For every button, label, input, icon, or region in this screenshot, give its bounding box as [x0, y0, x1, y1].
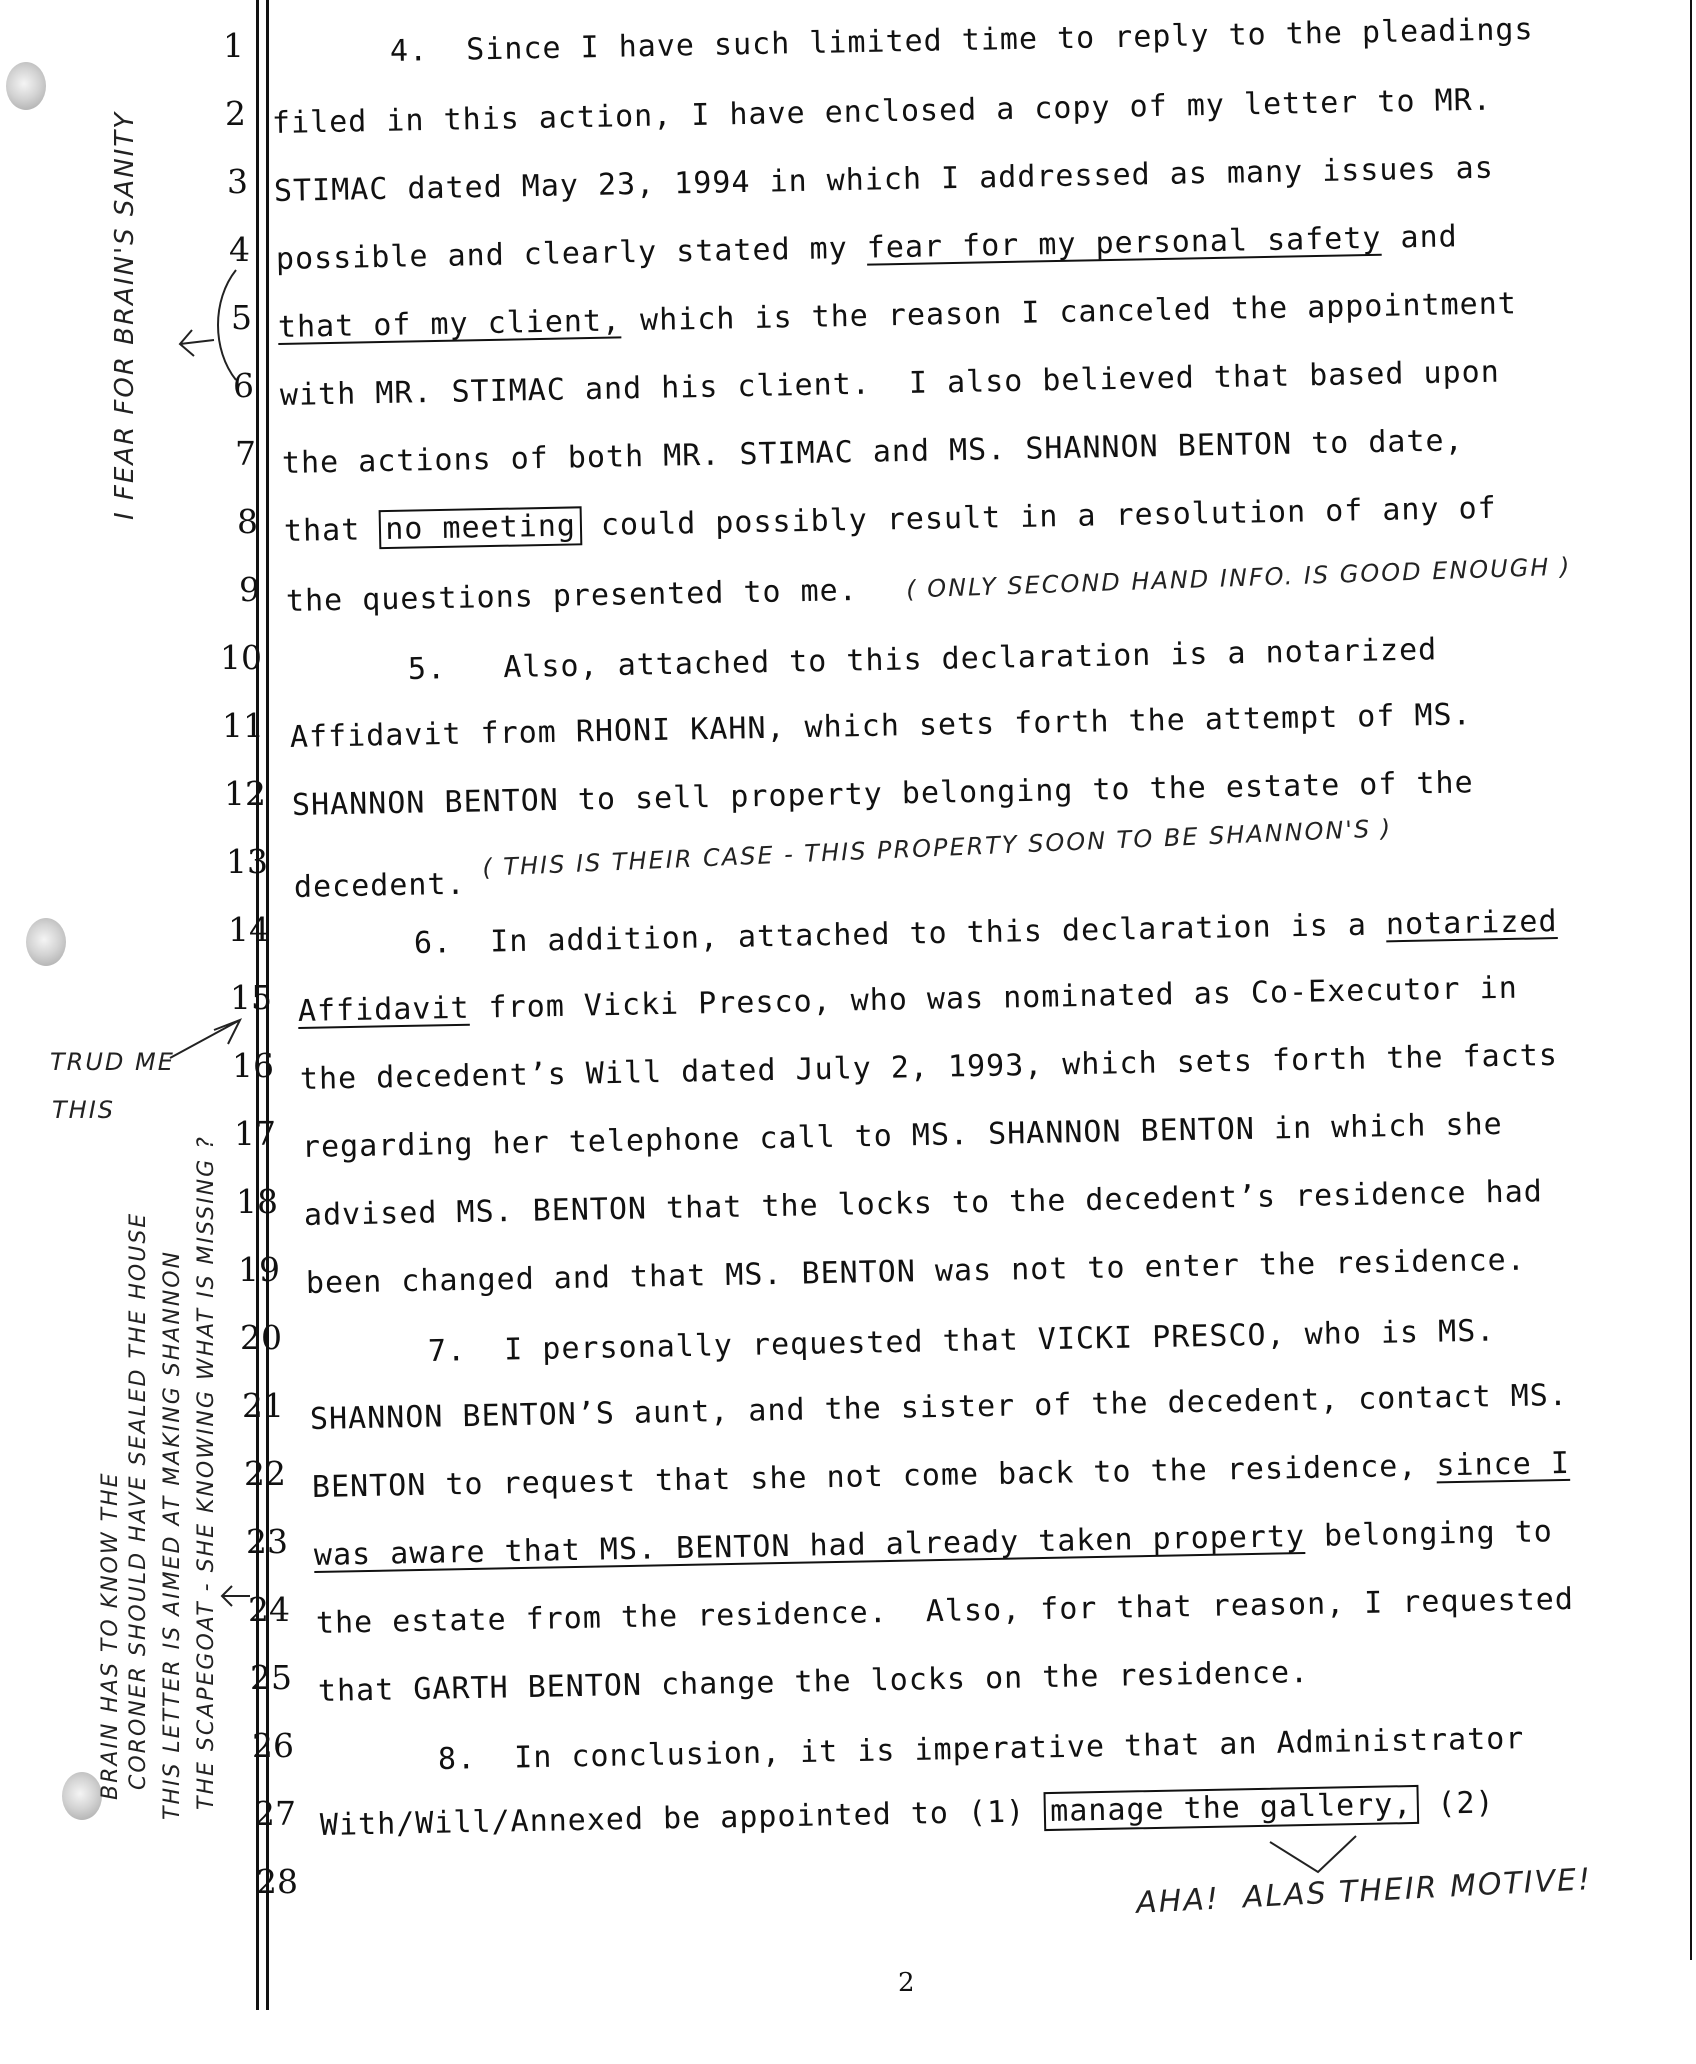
text-segment: and — [1381, 219, 1458, 256]
line-number: 27 — [254, 1794, 296, 1833]
handwritten-note-line-13: ( THIS IS THEIR CASE - THIS PROPERTY SOON TO BE SHANNON'S ) — [481, 814, 1393, 882]
line-number: 26 — [252, 1726, 294, 1765]
handwritten-note-left-mid-2: THIS — [52, 1096, 116, 1124]
text-line-13: decedent. — [293, 866, 466, 905]
check-mark-gallery — [1270, 1836, 1356, 1872]
text-segment: that — [283, 512, 380, 549]
text-line-2: filed in this action, I have enclosed a copy of my letter to MR. — [271, 82, 1493, 141]
text-line-16: the decedent’s Will dated July 2, 1993, which sets forth the facts — [299, 1037, 1559, 1097]
line-number: 15 — [230, 978, 272, 1017]
line-number: 3 — [227, 162, 248, 201]
arrow-mark-line-15 — [170, 1020, 240, 1058]
line-number: 1 — [223, 26, 244, 65]
line-number: 20 — [240, 1318, 282, 1357]
line-number: 24 — [248, 1590, 290, 1629]
underlined-phrase: fear for my personal safety — [866, 220, 1382, 266]
underlined-phrase: since I — [1436, 1445, 1571, 1484]
line-number: 17 — [234, 1114, 276, 1153]
handwritten-note-line-9: ( ONLY SECOND HAND INFO. IS GOOD ENOUGH ) — [905, 552, 1572, 604]
text-segment: belonging to — [1304, 1514, 1554, 1554]
text-line-21: SHANNON BENTON’S aunt, and the sister of the decedent, contact MS. — [309, 1377, 1569, 1437]
line-number: 12 — [224, 774, 266, 813]
arrow-mark-left-top — [180, 330, 214, 356]
text-line-17: regarding her telephone call to MS. SHANNON BENTON in which she — [301, 1106, 1504, 1165]
underlined-phrase: notarized — [1385, 904, 1558, 943]
line-number: 23 — [246, 1522, 288, 1561]
line-number: 6 — [233, 366, 254, 405]
line-number: 16 — [232, 1046, 274, 1085]
line-number: 5 — [231, 298, 252, 337]
underlined-phrase: that of my client, — [277, 303, 622, 345]
text-segment: 6. In addition, attached to this declaration is a — [413, 907, 1387, 961]
text-segment: (2) — [1417, 1785, 1495, 1822]
boxed-phrase: manage the gallery, — [1044, 1785, 1419, 1831]
handwritten-note-left-top: I FEAR FOR BRAIN'S SANITY — [110, 110, 140, 520]
boxed-phrase: no meeting — [379, 506, 582, 549]
line-number: 4 — [229, 230, 250, 269]
line-number: 18 — [236, 1182, 278, 1221]
text-segment: from Vicki Presco, who was nominated as Co-Executor in — [469, 970, 1519, 1026]
line-number: 14 — [228, 910, 270, 949]
text-line-25: that GARTH BENTON change the locks on the residence. — [317, 1654, 1310, 1709]
text-line-3: STIMAC dated May 23, 1994 in which I addressed as many issues as — [273, 150, 1495, 209]
text-line-18: advised MS. BENTON that the locks to the decedent’s residence had — [303, 1174, 1544, 1233]
line-number: 9 — [239, 570, 260, 609]
handwritten-note-left-bottom-2: CORONER SHOULD HAVE SEALED THE HOUSE — [126, 1211, 151, 1790]
line-number: 10 — [220, 638, 262, 677]
handwritten-note-bottom: AHA! ALAS THEIR MOTIVE! — [1135, 1862, 1593, 1921]
line-number: 13 — [226, 842, 268, 881]
bracket-mark-lines-4-6 — [218, 270, 236, 380]
text-line-12: SHANNON BENTON to sell property belonging to the estate of the — [291, 765, 1474, 823]
line-number: 2 — [225, 94, 246, 133]
handwritten-note-left-bottom-4: THE SCAPEGOAT - SHE KNOWING WHAT IS MISSING ? — [194, 1135, 219, 1810]
underlined-phrase: was aware that MS. BENTON had already taken property — [313, 1518, 1306, 1573]
text-line-9: the questions presented to me. — [285, 573, 859, 619]
line-number: 19 — [238, 1250, 280, 1289]
text-segment: With/Will/Annexed be appointed to (1) — [319, 1794, 1045, 1843]
line-number: 22 — [244, 1454, 286, 1493]
handwritten-note-left-mid-1: TRUD ME — [50, 1048, 175, 1076]
text-line-7: the actions of both MR. STIMAC and MS. SHANNON BENTON to date, — [281, 423, 1464, 481]
line-number: 7 — [235, 434, 256, 473]
line-number: 28 — [256, 1862, 298, 1901]
text-line-1: 4. Since I have such limited time to reply to the pleadings — [389, 12, 1534, 69]
line-number: 25 — [250, 1658, 292, 1697]
handwritten-note-left-bottom-1: BRAIN HAS TO KNOW THE — [98, 1471, 123, 1800]
arrow-mark-line-23 — [222, 1586, 250, 1606]
text-line-6: with MR. STIMAC and his client. I also believed that based upon — [279, 354, 1501, 413]
text-line-24: the estate from the residence. Also, for that reason, I requested — [315, 1581, 1575, 1641]
text-line-26: 8. In conclusion, it is imperative that an Administrator — [437, 1721, 1525, 1777]
text-line-11: Affidavit from RHONI KAHN, which sets forth the attempt of MS. — [289, 697, 1472, 755]
text-segment: could possibly result in a resolution of any of — [581, 490, 1498, 544]
text-line-19: been changed and that MS. BENTON was not to enter the residence. — [305, 1242, 1527, 1301]
page-number: 2 — [898, 1968, 915, 1998]
text-line-20: 7. I personally requested that VICKI PRESCO, who is MS. — [427, 1313, 1496, 1369]
line-number: 8 — [237, 502, 258, 541]
text-segment: which is the reason I canceled the appointment — [620, 286, 1518, 339]
line-number: 21 — [242, 1386, 284, 1425]
text-segment: possible and clearly stated my — [275, 230, 868, 277]
text-line-10: 5. Also, attached to this declaration is a notarized — [407, 632, 1438, 687]
text-segment: BENTON to request that she not come back to the residence, — [311, 1448, 1437, 1505]
underlined-phrase: Affidavit — [297, 990, 470, 1029]
handwritten-note-left-bottom-3: THIS LETTER IS AIMED AT MAKING SHANNON — [160, 1249, 185, 1820]
line-number: 11 — [222, 706, 264, 745]
